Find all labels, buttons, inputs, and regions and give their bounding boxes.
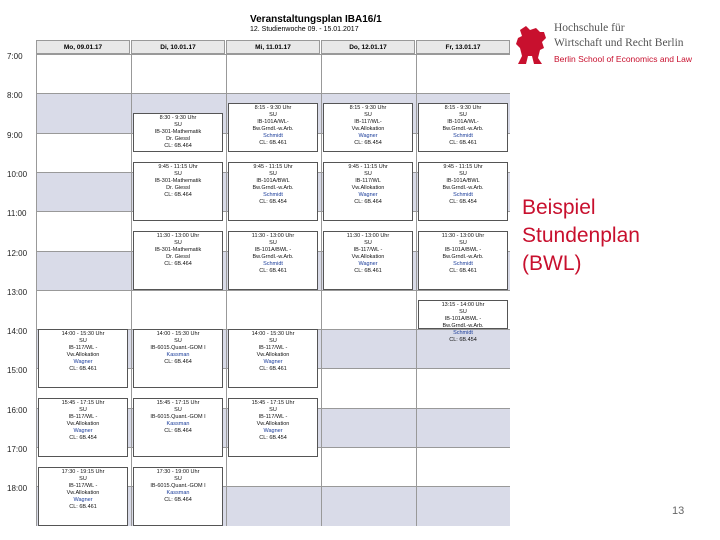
event-line: SU <box>269 338 277 345</box>
event-line: IB-6015.Quant.-GOM I <box>150 482 206 489</box>
event-line: CL: 6B.461 <box>354 267 382 274</box>
course-event[interactable] <box>228 103 318 152</box>
day-header: Mo, 09.01.17 <box>36 40 130 54</box>
event-line: Wagner <box>358 192 378 199</box>
event-line: SU <box>459 308 467 315</box>
logo-text-line3: Berlin School of Economics and Law <box>554 54 692 64</box>
page-number: 13 <box>672 505 685 517</box>
event-line: Bw.Grndl.-w.Arb. <box>442 126 484 133</box>
event-line: IB-101A/WL- <box>447 119 479 126</box>
event-line: 9:45 - 11:15 Uhr <box>348 164 388 171</box>
event-line: Bw.Grndl.-w.Arb. <box>252 253 294 260</box>
event-line: 11:30 - 13:00 Uhr <box>156 232 200 239</box>
event-line: SU <box>459 171 467 178</box>
event-line: IB-101A/BWL - <box>254 246 292 253</box>
event-line: 8:15 - 9:30 Uhr <box>349 105 387 112</box>
course-event[interactable] <box>228 162 318 221</box>
time-label: 13:00 <box>7 287 28 297</box>
event-line: IB-6015.Quant.-GOM I <box>150 413 206 420</box>
event-line: Vw.Allokation <box>66 420 100 427</box>
event-line: CL: 6B.461 <box>449 267 477 274</box>
event-line: SU <box>364 112 372 119</box>
event-line: IB-101A/BWL - <box>444 315 482 322</box>
event-line: Schmidt <box>263 260 283 267</box>
event-line: Wagner <box>358 260 378 267</box>
event-line: IB-117/WL - <box>68 413 98 420</box>
event-line: Wagner <box>358 133 378 140</box>
course-event[interactable] <box>133 398 223 457</box>
event-line: Wagner <box>263 359 283 366</box>
event-line: Bw.Grndl.-w.Arb. <box>252 185 294 192</box>
event-line: CL: 6B.464 <box>164 427 192 434</box>
event-line: Schmidt <box>453 133 473 140</box>
event-line: 17:30 - 19:00 Uhr <box>156 468 200 475</box>
event-line: CL: 6B.464 <box>354 199 382 206</box>
event-line: SU <box>79 406 87 413</box>
event-line: 17:30 - 19:15 Uhr <box>61 468 105 475</box>
event-line: CL: 6B.454 <box>259 434 287 441</box>
event-line: CL: 6B.461 <box>69 366 97 373</box>
time-column <box>5 50 35 526</box>
event-line: CL: 6B.461 <box>69 503 97 510</box>
timetable-subtitle: 12. Studienwoche 09. - 15.01.2017 <box>250 26 359 33</box>
event-line: CL: 6B.461 <box>259 366 287 373</box>
event-line: SU <box>459 112 467 119</box>
event-line: Schmidt <box>453 260 473 267</box>
event-line: 13:15 - 14:00 Uhr <box>441 301 485 308</box>
time-label: 11:00 <box>7 209 27 219</box>
event-line: SU <box>174 406 182 413</box>
event-line: CL: 6B.461 <box>259 140 287 147</box>
course-event[interactable] <box>418 231 508 290</box>
event-line: Wagner <box>73 359 93 366</box>
event-line: CL: 6B.454 <box>69 434 97 441</box>
event-line: CL: 6B.464 <box>164 496 192 503</box>
event-line: 14:00 - 15:30 Uhr <box>251 331 295 338</box>
event-line: 9:45 - 11:15 Uhr <box>158 164 198 171</box>
event-line: CL: 6B.454 <box>354 140 382 147</box>
course-event[interactable] <box>133 231 223 290</box>
event-line: Bw.Grndl.-w.Arb. <box>252 126 294 133</box>
course-event[interactable] <box>323 103 413 152</box>
course-event[interactable] <box>323 231 413 290</box>
event-line: Schmidt <box>263 133 283 140</box>
event-line: CL: 6B.454 <box>449 336 477 343</box>
event-line: Schmidt <box>453 329 473 336</box>
event-line: Kassman <box>166 352 190 359</box>
event-line: SU <box>174 239 182 246</box>
course-event[interactable] <box>228 231 318 290</box>
event-line: Bw.Grndl.-w.Arb. <box>442 253 484 260</box>
event-line: 8:15 - 9:30 Uhr <box>254 105 292 112</box>
event-line: Dr. Giessl <box>166 185 190 192</box>
event-line: IB-117/WL - <box>258 413 288 420</box>
event-line: SU <box>79 338 87 345</box>
time-label: 7:00 <box>7 52 23 61</box>
course-event[interactable] <box>133 467 223 526</box>
time-label: 9:00 <box>7 130 23 140</box>
day-header: Do, 12.01.17 <box>321 40 415 54</box>
course-event[interactable] <box>418 300 508 343</box>
event-line: CL: 6B.464 <box>164 359 192 366</box>
event-line: 9:45 - 11:15 Uhr <box>443 164 483 171</box>
berlin-bear-icon <box>514 24 548 66</box>
course-event[interactable] <box>418 103 508 152</box>
column-divider <box>226 40 227 526</box>
event-line: IB-301-Mathematik <box>154 178 202 185</box>
time-label: 17:00 <box>7 445 28 454</box>
logo-text-line2: Wirtschaft und Recht Berlin <box>554 37 684 49</box>
day-header: Mi, 11.01.17 <box>226 40 320 54</box>
day-header: Fr, 13.01.17 <box>416 40 510 54</box>
event-line: Vw.Allokation <box>351 126 385 133</box>
course-event[interactable] <box>323 162 413 221</box>
event-line: 11:30 - 13:00 Uhr <box>346 232 390 239</box>
course-event[interactable] <box>38 398 128 457</box>
event-line: Bw.Grndl.-w.Arb. <box>442 185 484 192</box>
event-line: SU <box>269 112 277 119</box>
time-label: 12:00 <box>7 248 28 258</box>
event-line: Dr. Giessl <box>166 253 190 260</box>
time-label: 10:00 <box>7 169 28 179</box>
heading-line1: Beispiel <box>522 196 596 219</box>
column-divider <box>131 40 132 526</box>
slide-heading <box>522 194 712 278</box>
event-line: SU <box>459 239 467 246</box>
event-line: CL: 6B.454 <box>449 199 477 206</box>
event-line: IB-6015.Quant.-GOM I <box>150 345 206 352</box>
event-line: Wagner <box>73 496 93 503</box>
column-divider <box>321 40 322 526</box>
time-label: 15:00 <box>7 366 28 376</box>
event-line: 11:30 - 13:00 Uhr <box>441 232 485 239</box>
event-line: IB-101A/BWL - <box>444 246 482 253</box>
event-line: CL: 6B.464 <box>164 192 192 199</box>
event-line: Kassman <box>166 489 190 496</box>
event-line: 15:45 - 17:15 Uhr <box>156 399 200 406</box>
heading-line2: Stundenplan <box>522 224 640 247</box>
event-line: IB-101A/BWL <box>256 178 290 185</box>
event-line: SU <box>174 171 182 178</box>
column-divider <box>36 40 37 526</box>
event-line: IB-117/WL - <box>68 482 98 489</box>
event-line: Vw.Allokation <box>351 253 385 260</box>
event-line: IB-301-Mathematik <box>154 246 202 253</box>
event-line: Vw.Allokation <box>351 185 385 192</box>
event-line: 15:45 - 17:15 Uhr <box>251 399 295 406</box>
event-line: Schmidt <box>453 192 473 199</box>
event-line: IB-117/WL- <box>354 119 382 126</box>
timetable-grid <box>36 40 510 526</box>
timetable-title: Veranstaltungsplan IBA16/1 <box>250 14 382 25</box>
time-label: 16:00 <box>7 405 28 415</box>
event-line: Vw.Allokation <box>66 352 100 359</box>
event-line: IB-101A/BWL <box>446 178 480 185</box>
event-line: 15:45 - 17:15 Uhr <box>61 399 105 406</box>
event-line: IB-101A/WL- <box>257 119 289 126</box>
event-line: CL: 6B.461 <box>449 140 477 147</box>
event-line: 9:45 - 11:15 Uhr <box>253 164 293 171</box>
event-line: SU <box>269 239 277 246</box>
course-event[interactable] <box>133 162 223 221</box>
logo-text-line1: Hochschule für <box>554 22 625 34</box>
time-label: 18:00 <box>7 484 28 494</box>
course-event[interactable] <box>228 398 318 457</box>
column-divider <box>416 40 417 526</box>
event-line: 11:30 - 13:00 Uhr <box>251 232 295 239</box>
event-line: SU <box>174 338 182 345</box>
event-line: SU <box>269 406 277 413</box>
course-event[interactable] <box>228 329 318 388</box>
course-event[interactable] <box>418 162 508 221</box>
event-line: IB-117/WL - <box>68 345 98 352</box>
event-line: CL: 6B.461 <box>259 267 287 274</box>
event-line: Wagner <box>263 427 283 434</box>
time-label: 14:00 <box>7 327 28 337</box>
event-line: SU <box>174 475 182 482</box>
event-line: Vw.Allokation <box>256 352 290 359</box>
event-line: CL: 6B.454 <box>259 199 287 206</box>
course-event[interactable] <box>133 113 223 152</box>
event-line: 8:30 - 9:30 Uhr <box>159 114 197 121</box>
event-line: Dr. Giessl <box>166 135 190 142</box>
event-line: SU <box>364 171 372 178</box>
university-logo <box>514 20 714 70</box>
event-line: Kassman <box>166 420 190 427</box>
event-line: 14:00 - 15:30 Uhr <box>156 331 200 338</box>
event-line: Vw.Allokation <box>66 489 100 496</box>
event-line: Bw.Grndl.-w.Arb. <box>442 322 484 329</box>
event-line: IB-117/WL - <box>353 246 383 253</box>
course-event[interactable] <box>38 467 128 526</box>
event-line: Schmidt <box>263 192 283 199</box>
event-line: 8:15 - 9:30 Uhr <box>444 105 482 112</box>
event-line: SU <box>174 121 182 128</box>
event-line: 14:00 - 15:30 Uhr <box>61 331 105 338</box>
event-line: IB-117/WL <box>355 178 381 185</box>
event-line: SU <box>79 475 87 482</box>
event-line: Wagner <box>73 427 93 434</box>
course-event[interactable] <box>38 329 128 388</box>
heading-line3: (BWL) <box>522 252 582 275</box>
event-line: IB-301-Mathematik <box>154 128 202 135</box>
event-line: Vw.Allokation <box>256 420 290 427</box>
event-line: CL: 6B.464 <box>164 142 192 149</box>
hour-row <box>36 54 510 93</box>
course-event[interactable] <box>133 329 223 388</box>
event-line: CL: 6B.464 <box>164 260 192 267</box>
event-line: SU <box>364 239 372 246</box>
day-header: Di, 10.01.17 <box>131 40 225 54</box>
event-line: SU <box>269 171 277 178</box>
event-line: IB-117/WL - <box>258 345 288 352</box>
time-label: 8:00 <box>7 91 23 101</box>
